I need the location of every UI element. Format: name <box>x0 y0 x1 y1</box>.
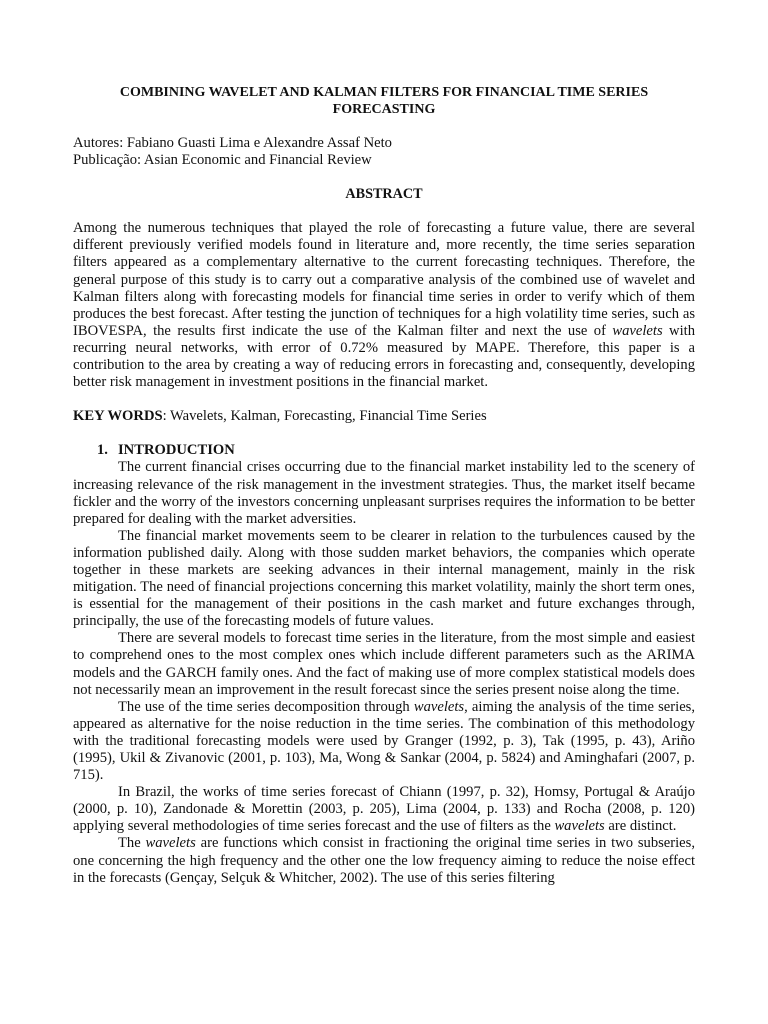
intro-paragraph-6 <box>73 835 695 886</box>
intro-paragraph-3: There are several models to forecast time series in the literature, from the most simple and easiest to comprehend ones to the most complex ones which include different parameters such as the ARIMA models and the GARCH family ones. And the fact of making use of more complex statistical models does not necessarily mean an improvement in the result forecast since the series present noise along the time. <box>73 630 695 698</box>
p6-text-1: The <box>118 835 146 852</box>
section-title: INTRODUCTION <box>118 442 235 459</box>
authors-line: Autores: Fabiano Guasti Lima e Alexandre Assaf Neto <box>73 135 392 151</box>
abstract-text-1: Among the numerous techniques that played the role of forecasting a future value, there are several different previously verified models found in literature and, more recently, the time series separation filters appeared as a complementary alternative to the current forecasting techniques. Therefore, the general purpose of this study is to carry out a comparative analysis of the combined use of wavelet and Kalman filters along with forecasting models for financial time series in order to verify which of them produces the best forecast. After testing the junction of techniques for a high volatility time series, such as IBOVESPA, the results first indicate the use of the Kalman filter and next the use of <box>73 220 695 339</box>
abstract-italic-wavelets: wavelets <box>612 322 663 339</box>
p4-text-2: , aiming the analysis of the time series, appeared as alternative for the noise reduction in the time series. The combination of this methodology with the traditional forecasting models were used by Granger (1992, p. 3), Tak (1995, p. 43), Ariño (1995), Ukil & Zivanovic (2001, p. 103), Ma, Wong & Sankar (2004, p. 5824) and Aminghafari (2007, p. 715). <box>73 698 695 784</box>
keywords-line <box>73 408 695 425</box>
intro-paragraph-1: The current financial crises occurring due to the financial market instability led to the scenery of increasing relevance of the risk management in the investment strategies. Thus, the market itself became fickler and the worry of the investors concerning unpleasant surprises requires the information to be better prepared for dealing with the market adversities. <box>73 459 695 527</box>
keywords-label: KEY WORDS <box>73 408 163 425</box>
p4-italic: wavelets <box>413 698 465 715</box>
intro-paragraph-2: The financial market movements seem to be clearer in relation to the turbulences caused by the information published daily. Along with those sudden market behaviors, the companies which operate together in these markets are seeking advances in their internal management, mainly in the risk mitigation. The need of financial projections concerning this market volatility, mainly the short term ones, is essential for the management of their positions in the cash market and future exchanges through, principally, the use of the forecasting models of future values. <box>73 527 695 630</box>
abstract-heading: ABSTRACT <box>345 186 423 203</box>
p5-text-2: are distinct. <box>604 818 677 835</box>
paper-title: COMBINING WAVELET AND KALMAN FILTERS FOR FINANCIAL TIME SERIES FORECASTING <box>119 85 649 117</box>
abstract-text-2: with recurring neural networks, with error of 0.72% measured by MAPE. Therefore, this paper is a contribution to the area by creating a way of reducing errors in forecasting and, consequently, developing better risk management in investment positions in the financial market. <box>73 322 695 391</box>
p6-italic: wavelets <box>145 835 196 852</box>
intro-paragraph-5 <box>73 784 695 835</box>
p6-text-2: are functions which consist in fractioning the original time series in two subseries, one concerning the high frequency and the other one the low frequency aiming to reduce the noise effect in the forecasts (Gençay, Selçuk & Whitcher, 2002). The use of this series filtering <box>73 835 695 886</box>
p4-text-1: The use of the time series decomposition through <box>118 698 414 715</box>
p5-italic: wavelets <box>554 818 605 835</box>
section-heading-introduction <box>73 442 695 459</box>
publication-line: Publicação: Asian Economic and Financial Review <box>73 152 372 169</box>
section-number: 1. <box>97 442 108 459</box>
p5-text-1: In Brazil, the works of time series forecast of Chiann (1997, p. 32), Homsy, Portugal & Araújo (2000, p. 10), Zandonade & Morettin (2003, p. 205), Lima (2004, p. 133) and Rocha (2008, p. 120) applying several methodologies of time series forecast and the use of filters as the <box>73 784 695 835</box>
abstract-paragraph <box>73 220 695 391</box>
keywords-text: : Wavelets, Kalman, Forecasting, Financial Time Series <box>162 408 487 425</box>
intro-paragraph-4 <box>73 699 695 784</box>
